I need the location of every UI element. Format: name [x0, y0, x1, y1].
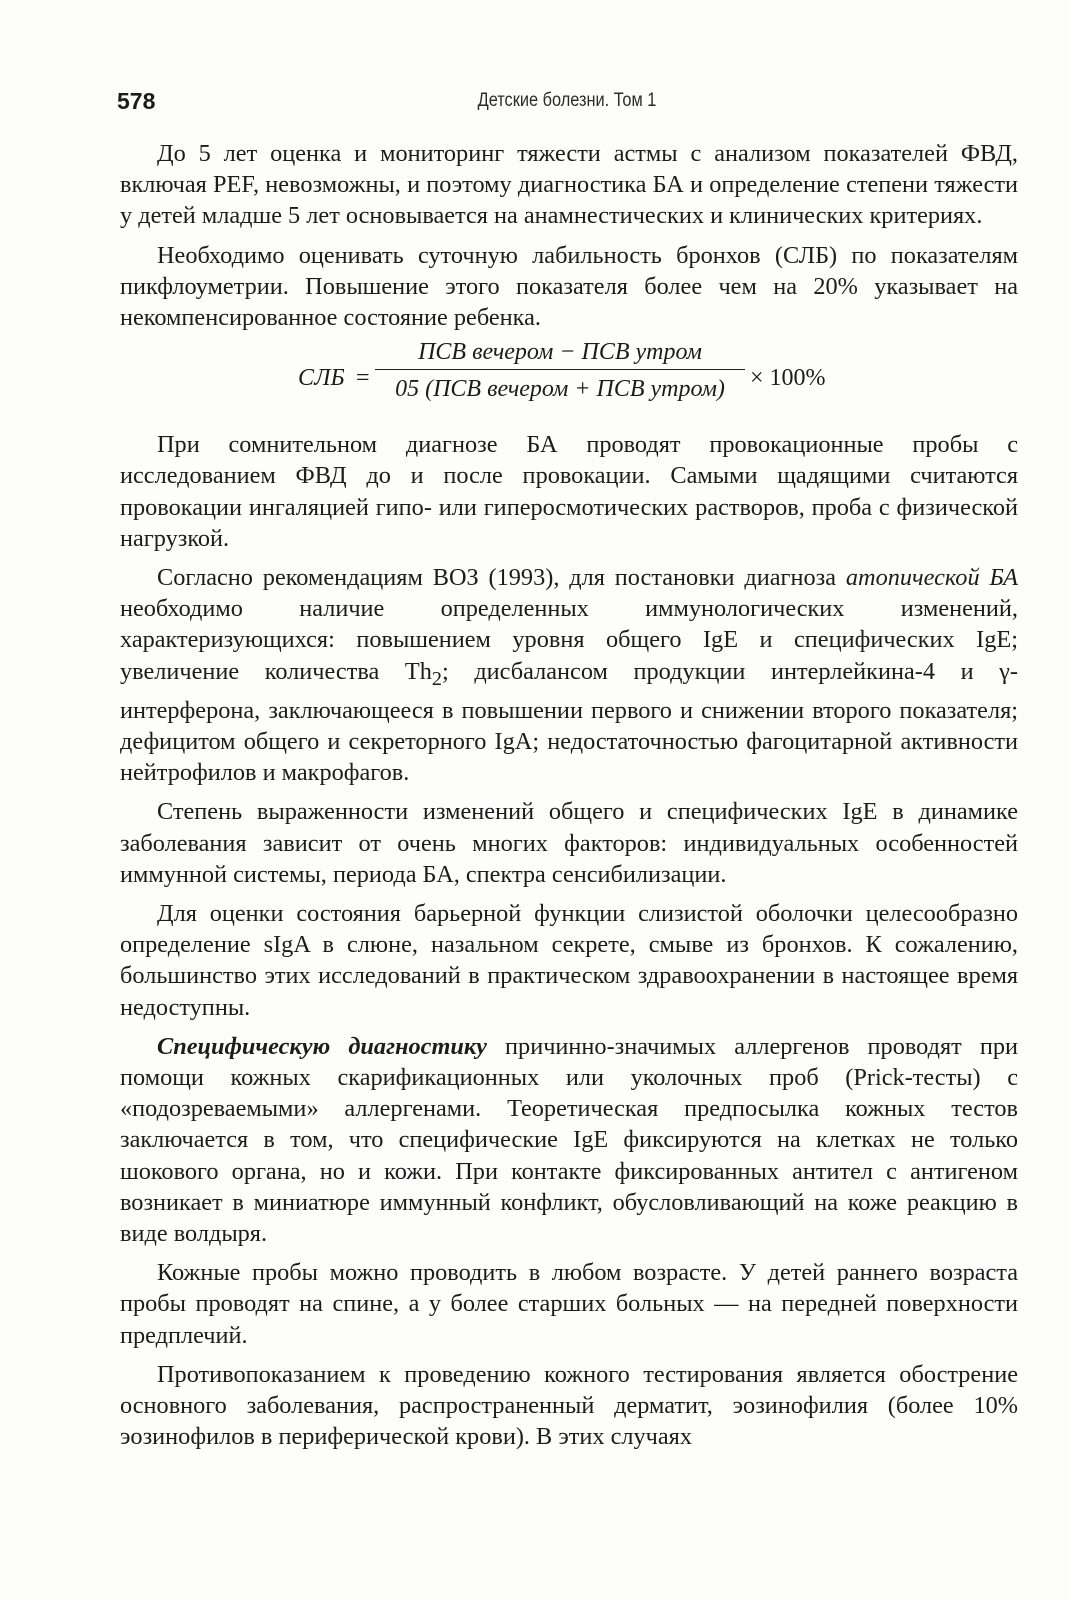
body-text: [120, 138, 1018, 1452]
slb-formula: [120, 337, 1018, 425]
formula-fraction-bar: [375, 369, 745, 370]
paragraph-skin-tests-age: Кожные пробы можно проводить в любом возрасте. У детей раннего возраста пробы проводят на спине, а у более старших больных — на передней поверхности предплечий.: [120, 1259, 1018, 1349]
formula-denominator: 05 (ПСВ вечером + ПСВ утром): [395, 376, 725, 403]
formula-equals: =: [356, 365, 370, 392]
paragraph-contraindications: Противопоказанием к проведению кожного тестирования является обострение основного заболевания, распространенный дерматит, эозинофилия (более 10% эозинофилов в периферической крови). В этих случаях: [120, 1360, 1018, 1451]
formula-multiplier: × 100%: [750, 365, 826, 392]
running-title: Детские болезни. Том 1: [477, 90, 657, 111]
paragraph-provocation: При сомнительном диагнозе БА проводят провокационные пробы с исследованием ФВД до и после провокации. Самыми щадящими считаются провокации ингаляцией гипо- или гиперосмотических растворов, проба с физической нагрузкой.: [120, 431, 1018, 552]
paragraph-siga: Для оценки состояния барьерной функции слизистой оболочки целесообразно определение sIgA в слюне, назальном секрете, смыве из бронхов. К сожалению, большинство этих исследований в практическом здравоохранении в настоящее время недоступны.: [120, 899, 1018, 1021]
paragraph-slb: Необходимо оценивать суточную лабильность бронхов (СЛБ) по показателям пикфлоуметрии. Повышение этого показателя более чем на 20% указывает на некомпенсированное состояние ребенка.: [120, 241, 1018, 332]
page-header: [117, 88, 1017, 118]
paragraph-specific-diagnostics: [120, 1031, 1018, 1249]
formula-numerator: ПСВ вечером − ПСВ утром: [418, 339, 702, 366]
paragraph-who-recommendations: [120, 562, 1018, 788]
p7-rest: причинно-значимых аллергенов проводят при помощи кожных скарификационных или уколочных проб (Prick-тесты) с «подозреваемыми» аллергенами. Теоретическая предпосылка кожных тестов заключается в том, что специфические IgE фиксируются на клетках не только шокового органа, но и кожи. При контакте фиксированных антител с антигеном возникает в миниатюре иммунный конфликт, обусловливающий на коже реакцию в виде волдыря.: [120, 1032, 1018, 1247]
p4-after: ; дисбалансом продукции интерлейкина-4 и γ-интерферона, заключающееся в повышении первого и снижении второго показателя; дефицитом общего и секреторного IgA; недостаточностью фагоцитарной активности нейтрофилов и макрофагов.: [120, 657, 1018, 787]
p4-middle: необходимо наличие определенных иммунологических изменений, характеризующихся: повышением уровня общего IgE и специфических IgE; увеличение количества Th: [120, 595, 1018, 685]
p4-italic-term: атопической БА: [845, 564, 1018, 592]
p4-subscript: 2: [431, 667, 442, 690]
paragraph-ige-dynamics: Степень выраженности изменений общего и специфических IgE в динамике заболевания зависит от очень многих факторов: индивидуальных особенностей иммунной системы, периода БА, спектра сенсибилизации.: [120, 798, 1018, 888]
p7-emphasis: Специфическую диагностику: [157, 1032, 487, 1060]
formula-lhs: СЛБ: [298, 365, 345, 392]
paragraph-fvd-under-5: До 5 лет оценка и мониторинг тяжести астмы с анализом показателей ФВД, включая PEF, невозможны, и поэтому диагностика БА и определение степени тяжести у детей младше 5 лет основывается на анамнестических и клинических критериях.: [120, 140, 1018, 230]
p4-before: Согласно рекомендациям ВОЗ (1993), для постановки диагноза: [157, 564, 846, 592]
page-number: 578: [117, 88, 156, 114]
